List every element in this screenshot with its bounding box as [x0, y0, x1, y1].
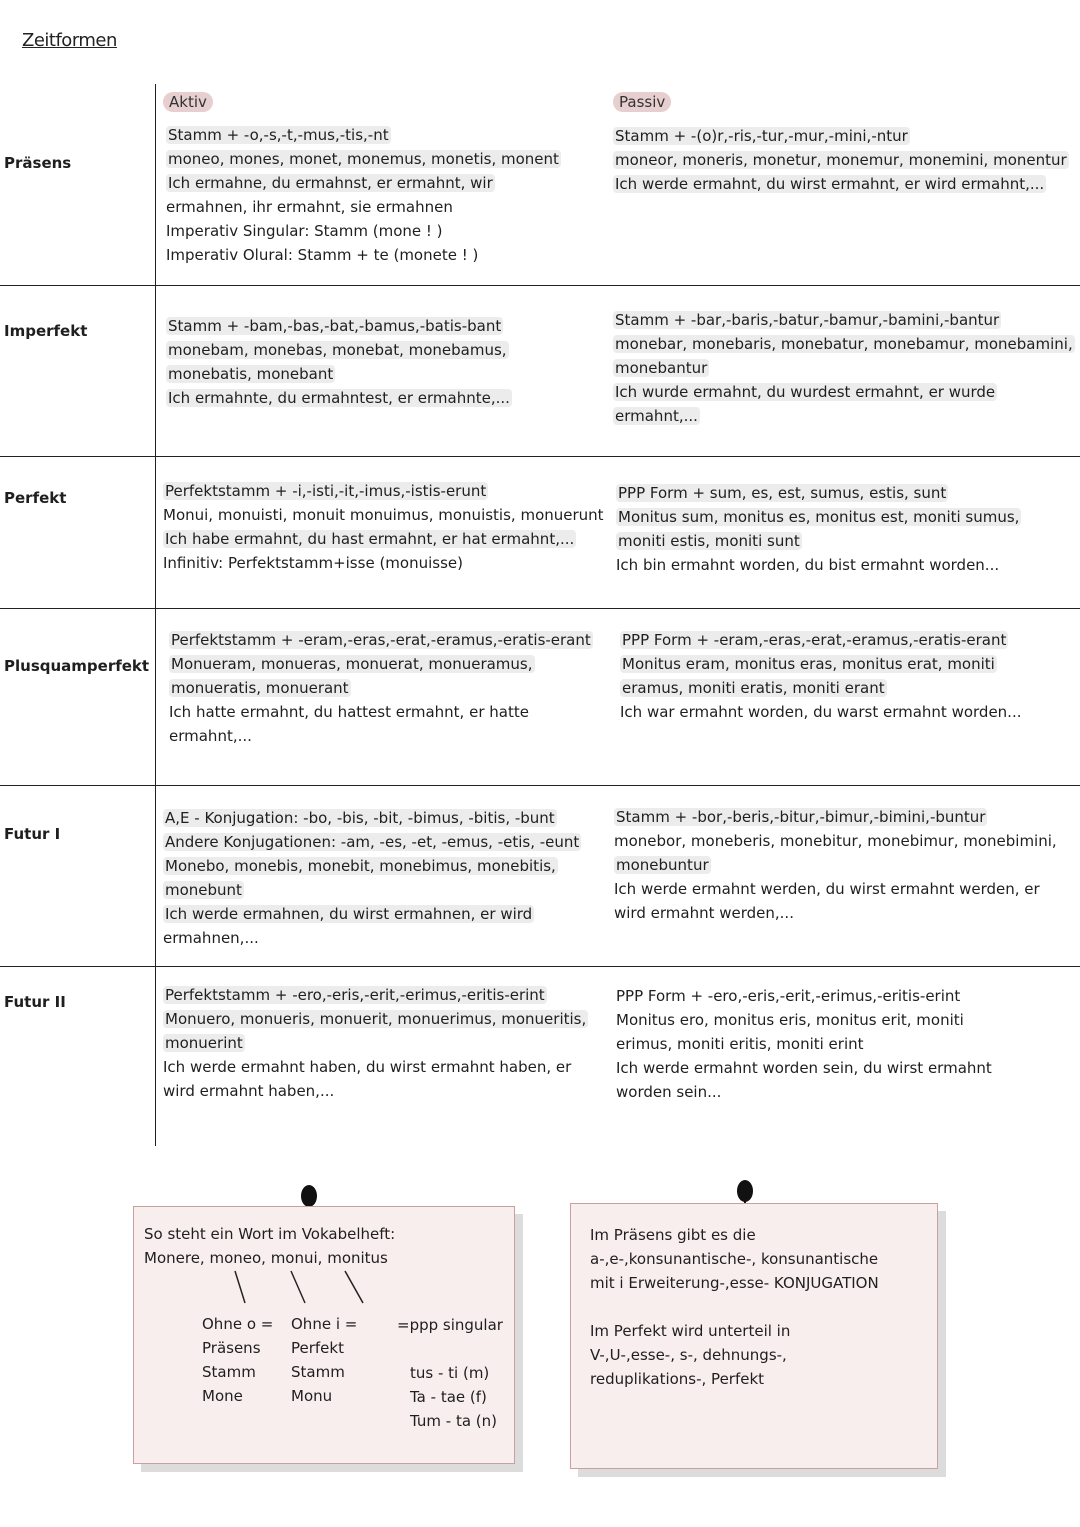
cell-futur1-aktiv — [163, 806, 581, 950]
row-label-futur-1: Futur I — [4, 825, 61, 843]
formula-line: Stamm + -bar,-baris,-batur,-bamur,-bamini,-bantur — [615, 311, 1000, 329]
text-line: Ich werde ermahnen, du wirst ermahnen, er wird — [165, 905, 533, 923]
note-col-perfekt — [291, 1312, 357, 1408]
text-line: monueratis, monuerant — [171, 679, 349, 697]
text-line: wird ermahnt haben,... — [163, 1082, 335, 1100]
cell-praesens-aktiv — [166, 123, 561, 267]
text-line: Ich hatte ermahnt, du hattest ermahnt, er hatte — [169, 703, 529, 721]
note-line: tus - ti (m) — [410, 1364, 490, 1382]
text-line: Ich ermahne, du ermahnst, er ermahnt, wir — [168, 174, 493, 192]
text-line: monebunt — [165, 881, 242, 899]
row-divider — [0, 456, 1080, 457]
text-line: monebar, monebaris, monebatur, monebamur, monebamini, — [615, 335, 1073, 353]
text-line: eramus, moniti eratis, moniti erant — [622, 679, 885, 697]
note-line: a-,e-,konsunantische-, konsunantische — [590, 1250, 879, 1268]
text-line: Monebo, monebis, monebit, monebimus, monebitis, — [165, 857, 556, 875]
text-line: moneo, mones, monet, monemus, monetis, monent — [168, 150, 559, 168]
text-line: Ich war ermahnt worden, du warst ermahnt worden... — [620, 703, 1022, 721]
text-line: monebantur — [615, 359, 708, 377]
text-line: Ich werde ermahnt, du wirst ermahnt, er wird ermahnt,... — [615, 175, 1045, 193]
text-line: Imperativ Olural: Stamm + te (monete ! ) — [166, 246, 479, 264]
note-paragraph — [590, 1319, 790, 1391]
formula-line: A,E - Konjugation: -bo, -bis, -bit, -bimus, -bitis, -bunt — [165, 809, 555, 827]
note-line: =ppp singular — [397, 1316, 503, 1334]
cell-imperfekt-passiv — [613, 308, 1075, 428]
cell-futur1-passiv — [614, 805, 1057, 925]
text-line: Monitus sum, monitus es, monitus est, moniti sumus, — [618, 508, 1020, 526]
note-line: Tum - ta (n) — [410, 1412, 498, 1430]
note-col-endings — [410, 1361, 497, 1433]
cell-futur2-aktiv — [163, 983, 588, 1103]
note-line: Im Präsens gibt es die — [590, 1226, 756, 1244]
text-line: Imperativ Singular: Stamm (mone ! ) — [166, 222, 443, 240]
note-konjugation — [570, 1203, 938, 1469]
note-line: Perfekt — [291, 1339, 344, 1357]
cell-praesens-passiv — [613, 124, 1069, 196]
cell-perfekt-passiv — [616, 481, 1021, 577]
row-divider — [0, 966, 1080, 967]
text-line: ermahnt,... — [615, 407, 698, 425]
formula-line: Perfektstamm + -ero,-eris,-erit,-erimus,-eritis-erint — [165, 986, 545, 1004]
formula-line: PPP Form + -eram,-eras,-erat,-eramus,-eratis-erant — [622, 631, 1007, 649]
text-line: monebam, monebas, monebat, monebamus, — [168, 341, 507, 359]
formula-line: PPP Form + sum, es, est, sumus, estis, sunt — [618, 484, 947, 502]
note-line: Im Perfekt wird unterteil in — [590, 1322, 791, 1340]
formula-line: Stamm + -bor,-beris,-bitur,-bimur,-bimini,-buntur — [616, 808, 986, 826]
note-paragraph — [590, 1223, 879, 1295]
table-vertical-divider — [155, 84, 156, 1146]
note-line: Ohne i = — [291, 1315, 358, 1333]
page-title: Zeitformen — [22, 30, 117, 51]
text-line: worden sein... — [616, 1083, 722, 1101]
text-line: monuerint — [165, 1034, 243, 1052]
row-divider — [0, 608, 1080, 609]
note-line: mit i Erweiterung-,esse- KONJUGATION — [590, 1274, 879, 1292]
text-line: Monitus ero, monitus eris, monitus erit, moniti — [616, 1011, 964, 1029]
note-line: So steht ein Wort im Vokabelheft: — [144, 1225, 396, 1243]
cell-futur2-passiv — [616, 984, 992, 1104]
text-line: Ich ermahnte, du ermahntest, er ermahnte,... — [168, 389, 510, 407]
text-line: Monuero, monueris, monuerit, monuerimus, monueritis, — [165, 1010, 587, 1028]
row-divider — [0, 285, 1080, 286]
text-line: Infinitiv: Perfektstamm+isse (monuisse) — [163, 554, 463, 572]
row-divider — [0, 785, 1080, 786]
note-line: Mone — [202, 1387, 243, 1405]
column-header-active: Aktiv — [163, 92, 213, 112]
text-line: Ich werde ermahnt worden sein, du wirst ermahnt — [616, 1059, 992, 1077]
text-line: Ich bin ermahnt worden, du bist ermahnt worden... — [616, 556, 1000, 574]
text-line: monebatis, monebant — [168, 365, 334, 383]
text-line: monebuntur — [616, 856, 709, 874]
row-label-praesens: Präsens — [4, 154, 72, 172]
note-line: reduplikations-, Perfekt — [590, 1370, 765, 1388]
formula-line: Perfektstamm + -eram,-eras,-erat,-eramus,-eratis-erant — [171, 631, 591, 649]
formula-line: Stamm + -(o)r,-ris,-tur,-mur,-mini,-ntur — [615, 127, 908, 145]
row-label-futur-2: Futur II — [4, 993, 66, 1011]
note-line: Ohne o = — [202, 1315, 274, 1333]
text-line: moniti estis, moniti sunt — [618, 532, 800, 550]
text-line: Monitus eram, monitus eras, monitus erat, moniti — [622, 655, 995, 673]
text-line: wird ermahnt werden,... — [614, 904, 794, 922]
note-line: Stamm — [291, 1363, 345, 1381]
text-line: Monui, monuisti, monuit monuimus, monuistis, monuerunt — [163, 506, 604, 524]
formula-line: Stamm + -bam,-bas,-bat,-bamus,-batis-bant — [168, 317, 502, 335]
text-line: monebor, moneberis, monebitur, monebimur, monebimini, — [614, 832, 1057, 850]
text-line: ermahnen,... — [163, 929, 259, 947]
note-vocabulary — [133, 1206, 515, 1464]
text-line: ermahnen, ihr ermahnt, sie ermahnen — [166, 198, 453, 216]
row-label-imperfekt: Imperfekt — [4, 322, 88, 340]
text-line: Monueram, monueras, monuerat, monueramus, — [171, 655, 533, 673]
note-col-praesens — [202, 1312, 273, 1408]
cell-imperfekt-aktiv — [166, 314, 512, 410]
text-line: Ich wurde ermahnt, du wurdest ermahnt, er wurde — [615, 383, 996, 401]
note-line: Ta - tae (f) — [410, 1388, 487, 1406]
formula-line: Perfektstamm + -i,-isti,-it,-imus,-istis-erunt — [165, 482, 487, 500]
text-line: Ich habe ermahnt, du hast ermahnt, er hat ermahnt,... — [165, 530, 575, 548]
cell-perfekt-aktiv — [163, 479, 604, 575]
text-line: Ich werde ermahnt werden, du wirst ermahnt werden, er — [614, 880, 1040, 898]
text-line: ermahnt,... — [169, 727, 252, 745]
text-line: Ich werde ermahnt haben, du wirst ermahnt haben, er — [163, 1058, 572, 1076]
formula-line: Andere Konjugationen: -am, -es, -et, -emus, -etis, -eunt — [165, 833, 580, 851]
note-line: Monere, moneo, monui, monitus — [144, 1249, 388, 1267]
cell-plusquamperfekt-passiv — [620, 628, 1021, 724]
row-label-plusquamperfekt: Plusquamperfekt — [4, 657, 150, 675]
formula-line: Stamm + -o,-s,-t,-mus,-tis,-nt — [168, 126, 389, 144]
text-line: erimus, moniti eritis, moniti erint — [616, 1035, 864, 1053]
cell-plusquamperfekt-aktiv — [169, 628, 593, 748]
note-line: Monu — [291, 1387, 333, 1405]
text-line: moneor, moneris, monetur, monemur, monemini, monentur — [615, 151, 1067, 169]
connector-lines — [229, 1269, 369, 1305]
note-line: Präsens — [202, 1339, 261, 1357]
column-header-passive: Passiv — [613, 92, 671, 112]
row-label-perfekt: Perfekt — [4, 489, 67, 507]
note-line: V-,U-,esse-, s-, dehnungs-, — [590, 1346, 787, 1364]
formula-line: PPP Form + -ero,-eris,-erit,-erimus,-eritis-erint — [616, 987, 961, 1005]
note-line: Stamm — [202, 1363, 256, 1381]
